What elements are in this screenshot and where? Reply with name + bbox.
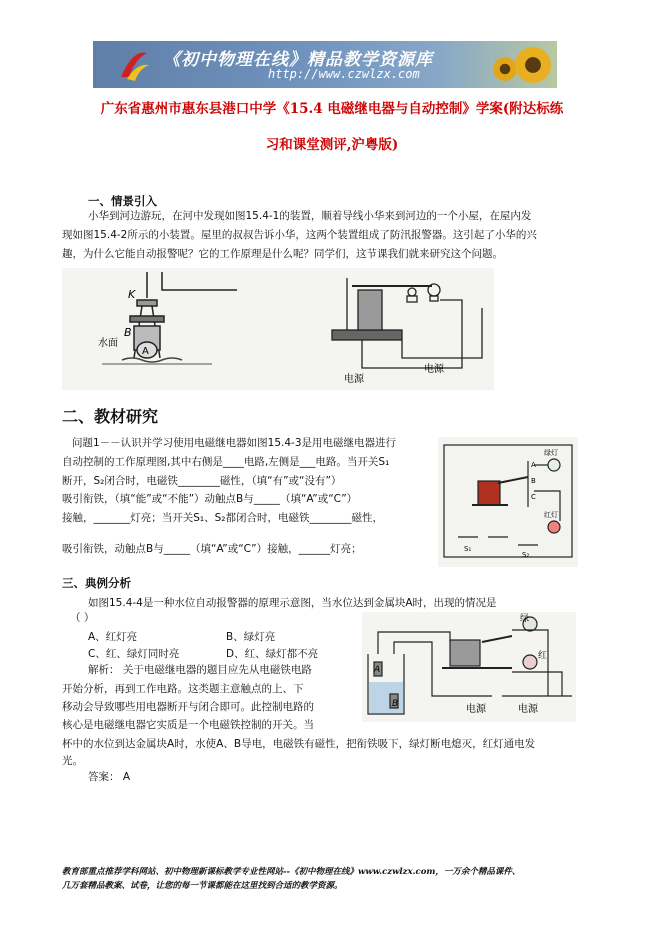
fig4-label-power: 电源	[518, 704, 538, 715]
figure-water-level-alarm	[362, 612, 576, 722]
fig3-label-b: B	[531, 477, 536, 485]
analysis-line: 解析： 关于电磁继电器的题目应先从电磁铁电路	[88, 664, 312, 676]
option-a: A、红灯亮	[88, 631, 138, 643]
sunflower-icon	[493, 57, 517, 81]
fig3-label-red-lamp: 红灯	[544, 511, 558, 519]
fig4-label-a: A	[374, 665, 381, 675]
option-c: C、红、绿灯同时亮	[88, 648, 180, 660]
intro-paragraph-line: 小华到河边游玩，在河中发现如图15.4-1的装置，顺着导线小华来到河边的一个小屋，在屋内发	[88, 210, 532, 222]
fig3-label-s1: S₁	[464, 545, 472, 553]
fig3-label-c: C	[531, 493, 536, 501]
analysis-line: 核心是电磁继电器它实质是一个电磁铁控制的开关。当	[62, 719, 314, 731]
footer-line: 几万套精品教案、试卷，让您的每一节课都能在这里找到合适的教学资源。	[62, 881, 343, 891]
textbook-question-line: 接触，_______灯亮；当开关S₁、S₂都闭合时，电磁铁________磁性，	[62, 512, 383, 524]
analysis-line: 开始分析，再到工作电路。这类题主意触点的上、下	[62, 683, 304, 695]
fig4-label-red: 红	[538, 651, 548, 661]
intro-paragraph-line: 趣，为什么它能自动报警呢？它的工作原理是什么呢？同学们，这节课我们就来研究这个问题。	[62, 248, 503, 260]
banner-title: 《初中物理在线》精品教学资源库	[163, 50, 433, 70]
sunflower-icon	[515, 47, 551, 83]
fig4-label-b: B	[392, 699, 399, 709]
answer-line: 答案： A	[88, 771, 131, 783]
textbook-question-line: 问题1－－认识并学习使用电磁继电器如图15.4-3是用电磁继电器进行	[72, 437, 397, 449]
textbook-question-line: 吸引衔铁，（填“能”或“不能”）动触点B与_____（填“A”或“C”）	[62, 493, 358, 505]
option-d: D、红、绿灯都不亮	[226, 648, 319, 660]
fig2-label-power: 电源	[424, 364, 444, 375]
section-heading-textbook: 二、教材研究	[62, 407, 159, 426]
fig3-label-green-lamp: 绿灯	[544, 449, 558, 457]
document-title-line-1: 广东省惠州市惠东县港口中学《15.4 电磁继电器与自动控制》学案(附达标练	[100, 101, 564, 117]
intro-paragraph-line: 现如图15.4-2所示的小装置。屋里的叔叔告诉小华，这两个装置组成了防汛报警器。这引起了小华的兴	[62, 229, 537, 241]
site-logo-icon	[113, 45, 153, 85]
textbook-question-line: 自动控制的工作原理图,其中右侧是____电路,左侧是___电路。当开关S₁	[62, 456, 390, 468]
footer-line: 教育部重点推荐学科网站、初中物理新课标教学专业性网站--《初中物理在线》www.czwlzx.com，一万余个精品课件、	[62, 867, 521, 877]
fig4-label-power: 电源	[466, 704, 486, 715]
textbook-question-line: 断开，S₂闭合时，电磁铁________磁性，（填“有”或“没有”）	[62, 475, 342, 487]
fig1-label-a: A	[142, 346, 149, 357]
figure-flood-alarm	[62, 268, 494, 390]
analysis-line: 杯中的水位到达金属块A时，水使A、B导电，电磁铁有磁性，把衔铁吸下，绿灯断电熄灭，红灯通电发	[62, 738, 536, 750]
section-heading-intro: 一、情景引入	[88, 194, 157, 208]
section-heading-example: 三、典例分析	[62, 576, 131, 590]
fig4-label-green: 绿	[520, 614, 530, 624]
figure-relay-circuit	[438, 437, 578, 567]
option-b: B、绿灯亮	[226, 631, 276, 643]
fig1-label-water: 水面	[98, 338, 118, 349]
fig1-label-k: K	[128, 288, 136, 301]
textbook-question-line: 吸引衔铁，动触点B与_____（填“A”或“C”）接触，______灯亮；	[62, 543, 362, 555]
site-banner	[93, 41, 557, 88]
fig3-label-a: A	[531, 461, 536, 469]
fig2-label-power: 电源	[344, 374, 364, 385]
fig1-label-b: B	[124, 326, 132, 339]
banner-url[interactable]: http://www.czwlzx.com	[268, 67, 420, 81]
analysis-line: 光。	[62, 755, 83, 767]
analysis-line: 移动会导致哪些用电器断开与闭合即可。此控制电路的	[62, 701, 314, 713]
document-title-line-2: 习和课堂测评,沪粤版)	[265, 137, 399, 153]
example-question: 如图15.4-4是一种水位自动报警器的原理示意图，当水位达到金属块A时，出现的情况是	[88, 597, 497, 609]
example-answer-blank: （ ）	[70, 612, 95, 624]
fig3-label-s2: S₂	[522, 551, 530, 559]
